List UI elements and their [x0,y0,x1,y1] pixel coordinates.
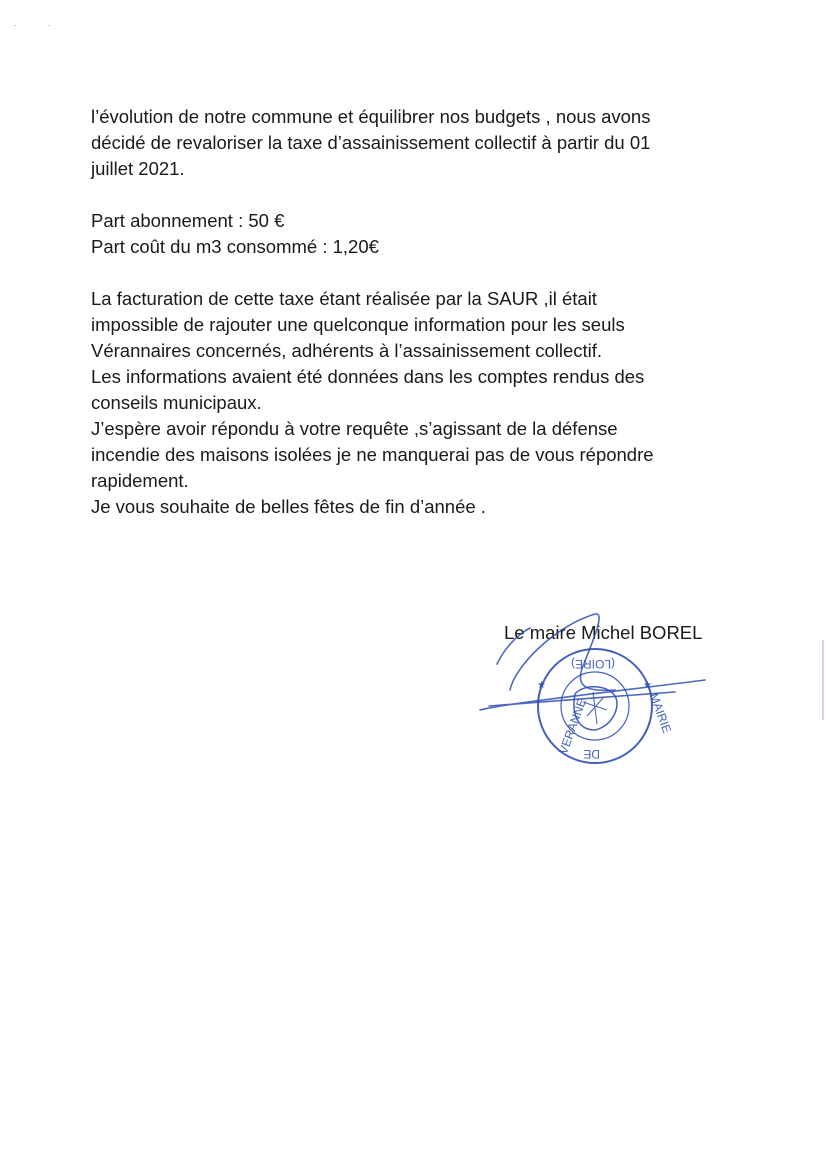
paragraph-billing [91,286,731,520]
signature-stroke [510,614,615,690]
stamp-right-text: MAIRIE [646,691,675,735]
star-icon: ★ [643,680,652,691]
scan-specks: · · [14,20,65,30]
star-icon: ★ [537,680,546,691]
stamp-bottom-text: DE [583,747,600,761]
text-line: J’espère avoir répondu à votre requête ,s’agissant de la défense [91,418,618,439]
text-line: Vérannaires concernés, adhérents à l’assainissement collectif. [91,340,603,361]
mairie-stamp-and-signature [475,606,725,776]
stamp-top-text: (LOIRE) [570,657,615,671]
rate-per-m3: Part coût du m3 consommé : 1,20€ [91,236,379,257]
text-line: juillet 2021. [91,158,185,179]
paragraph-budget [91,104,731,182]
letter-body [91,104,731,520]
scan-edge-mark [822,640,824,720]
text-line: La facturation de cette taxe étant réalisée par la SAUR ,il était [91,288,597,309]
text-line: incendie des maisons isolées je ne manquerai pas de vous répondre [91,444,654,465]
text-line: rapidement. [91,470,189,491]
rate-subscription: Part abonnement : 50 € [91,210,285,231]
text-line: conseils municipaux. [91,392,262,413]
signature-name: Le maire Michel BOREL [504,622,703,643]
text-line: Je vous souhaite de belles fêtes de fin d’année . [91,496,486,517]
text-line: Les informations avaient été données dans les comptes rendus des [91,366,645,387]
paragraph-rates [91,208,731,260]
text-line: l’évolution de notre commune et équilibrer nos budgets , nous avons [91,106,651,127]
signature-stroke [497,628,530,664]
stamp-left-text: VERANNE [556,696,590,757]
text-line: impossible de rajouter une quelconque information pour les seuls [91,314,625,335]
text-line: décidé de revaloriser la taxe d’assainissement collectif à partir du 01 [91,132,651,153]
